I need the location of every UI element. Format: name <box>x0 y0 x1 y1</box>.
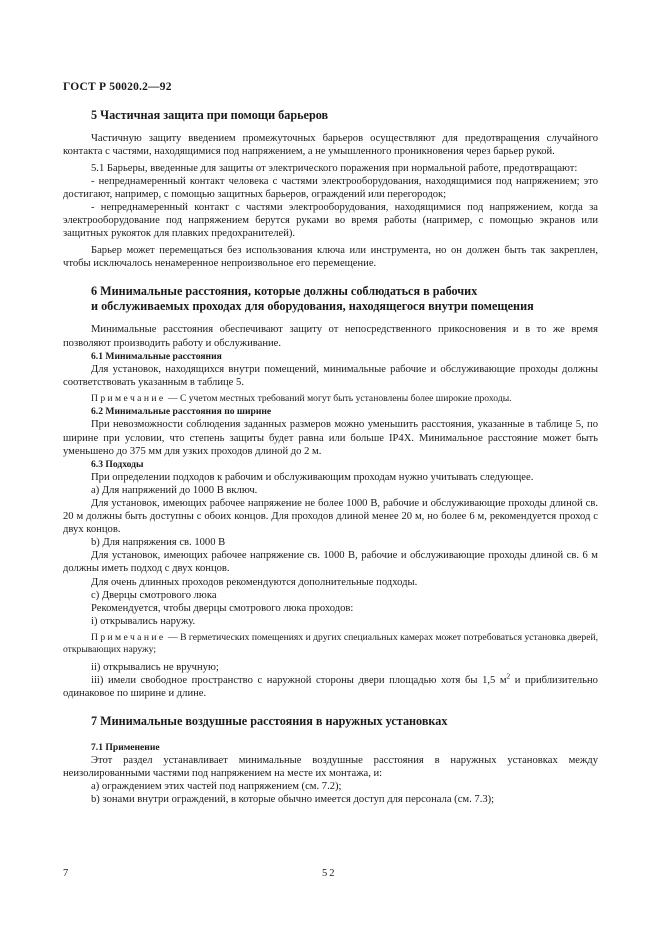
section-6-title-line-2: и обслуживаемых проходах для оборудования, находящегося внутри помещения <box>91 298 534 313</box>
page-number-left: 7 <box>63 868 69 879</box>
s7-1-item-b: b) зонами внутри ограждений, в которые обычно имеется доступ для персонала (см. 7.3); <box>91 793 495 805</box>
item-iii-superscript: 2 <box>506 672 511 681</box>
s6-3-item-i: i) открывались наружу. <box>91 615 196 627</box>
s6-note-1 <box>63 393 598 405</box>
s6-3-item-iii <box>63 674 598 700</box>
subsection-6-2-title: 6.2 Минимальные расстояния по ширине <box>91 406 272 418</box>
s5-list-item-2: - непреднамеренный контакт с частями электрооборудования, находящимися под напряжением, когда за электрооборудование под напряжением берутся руками во время работы (например, с помощью экранов или защитных рукояток для плавких предохранителей). <box>63 201 598 240</box>
subsection-7-1-title: 7.1 Применение <box>91 741 160 753</box>
s6-3-item-c: с) Дверцы смотрового люка <box>91 589 217 601</box>
item-iii-text-b: и приблизительно одинаковое по ширине и длине. <box>63 674 598 699</box>
s6-3-item-a-text: Для установок, имеющих рабочее напряжение не более 1000 В, рабочие и обслуживающие проходы длиной св. 20 м должны быть доступны с обоих концов. Для проходов длиной менее 20 м, но более 6 м, рекомендуется проход с двух концов. <box>63 497 598 536</box>
section-5-title: 5 Частичная защита при помощи барьеров <box>91 108 329 122</box>
s6-note-2 <box>63 632 598 657</box>
subsection-6-3-title: 6.3 Подходы <box>91 458 144 470</box>
note-2-text: — В герметических помещениях и других специальных камерах может потребоваться установка дверей, открывающих наружу; <box>63 631 598 656</box>
s5-paragraph-2: 5.1 Барьеры, введенные для защиты от электрического поражения при нормальной работе, предотвращают: <box>91 162 578 174</box>
s5-list-item-1: - непреднамеренный контакт человека с частями электрооборудования, находящимися под напряжением; это достигают, например, с помощью защитных барьеров, ограждений или перегородок; <box>63 175 598 200</box>
s6-3-item-b: b) Для напряжения св. 1000 В <box>91 537 226 549</box>
s6-3-item-c-text: Рекомендуется, чтобы дверцы смотрового люка проходов: <box>91 602 354 614</box>
s6-3-item-ii: ii) открывались не вручную; <box>91 661 219 673</box>
s6-3-item-a: а) Для напряжений до 1000 В включ. <box>91 484 258 496</box>
s6-2-paragraph: При невозможности соблюдения заданных размеров можно уменьшить расстояния, указанные в таблице 5, по ширине при условии, что степень защиты будет равна или больше IP4X. Минимальное расстояние может быть уменьшено до 375 мм для узких проходов длиной до 2 м. <box>63 419 598 457</box>
s7-1-paragraph: Этот раздел устанавливает минимальные воздушные расстояния в наружных установках между неизолированными частями под напряжением на месте их монтажа, и: <box>63 754 598 779</box>
s7-1-item-a: а) ограждением этих частей под напряжением (см. 7.2); <box>91 780 342 792</box>
section-6-title <box>63 284 598 313</box>
section-7-title: 7 Минимальные воздушные расстояния в наружных установках <box>91 714 448 728</box>
s5-paragraph-3: Барьер может перемещаться без использования ключа или инструмента, но он должен быть так закреплен, чтобы исключалось ненамеренное непроизвольное его перемещение. <box>63 245 598 270</box>
s6-3-paragraph: При определении подходов к рабочим и обслуживающим проходам нужно учитывать следующее. <box>91 471 534 483</box>
subsection-6-1-title: 6.1 Минимальные расстояния <box>91 350 222 362</box>
page-content <box>63 108 598 806</box>
s6-3-item-b-text: Для установок, имеющих рабочее напряжение св. 1000 В, рабочие и обслуживающие проходы длиной св. 6 м должны иметь подход с двух концов. <box>63 550 598 575</box>
note-label: Примечание <box>91 392 166 404</box>
note-1-text: — С учетом местных требований могут быть установлены более широкие проходы. <box>167 392 512 404</box>
item-iii-text-a: iii) имели свободное пространство с наружной стороны двери площадью хотя бы 1,5 м <box>91 674 507 686</box>
note-label-2: Примечание <box>91 631 166 643</box>
s6-3-item-b-text-2: Для очень длинных проходов рекомендуются дополнительные подходы. <box>91 576 418 588</box>
s5-paragraph-1: Частичную защиту введением промежуточных барьеров осуществляют для предотвращения случайного контакта с частями, находящимися под напряжением, а не умышленного проникновения через барьер рукой. <box>63 132 598 157</box>
s6-paragraph-1: Минимальные расстояния обеспечивают защиту от непосредственного прикосновения и в то же время позволяют производить работу и обслуживание. <box>63 324 598 349</box>
page-number-center: 52 <box>322 868 337 879</box>
section-6-title-line-1: 6 Минимальные расстояния, которые должны соблюдаться в рабочих <box>91 284 478 299</box>
document-id-header: ГОСТ Р 50020.2—92 <box>63 81 172 93</box>
s6-1-paragraph: Для установок, находящихся внутри помещений, минимальные рабочие и обслуживающие проходы должны соответствовать указанным в таблице 5. <box>63 363 598 388</box>
